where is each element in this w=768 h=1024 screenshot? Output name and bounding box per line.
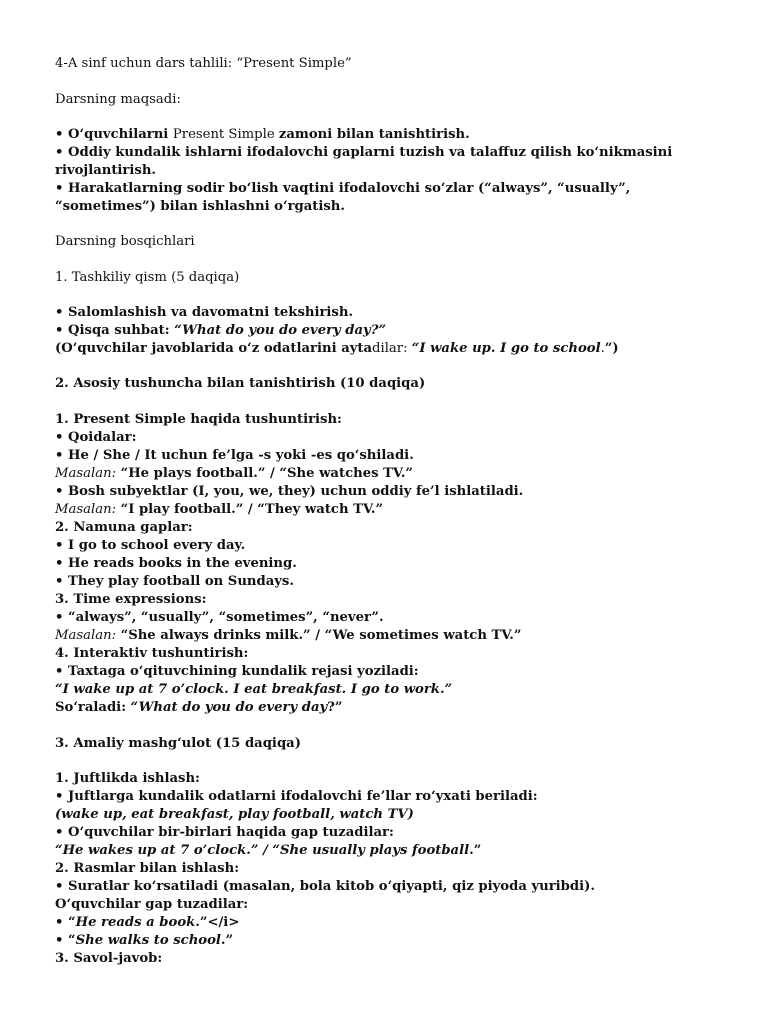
section-2-line: 1. Present Simple haqida tushuntirish: — [55, 412, 342, 427]
section-3-line: 1. Juftlikda ishlash: — [55, 771, 200, 786]
section-1-item-2: • Qisqa suhbat: “What do you do every day?” — [55, 323, 387, 338]
section-2-line: • Qoidalar: — [55, 430, 137, 445]
goal-item-2: • Oddiy kundalik ishlarni ifodalovchi gaplarni tuzish va talaffuz qilish ko‘nikmasini — [55, 145, 673, 160]
goal-item-1: • O‘quvchilarni Present Simple zamoni bilan tanishtirish. — [55, 127, 470, 142]
goal-item-2-cont: rivojlantirish. — [55, 163, 156, 178]
section-3-heading: 3. Amaliy mashg‘ulot (15 daqiqa) — [55, 736, 301, 751]
section-3-line: • “He reads a book.”</i> — [55, 915, 240, 930]
section-2-line: 2. Namuna gaplar: — [55, 520, 193, 535]
section-3-line: • Suratlar ko‘rsatiladi (masalan, bola kitob o‘qiyapti, qiz piyoda yuribdi). — [55, 879, 595, 894]
section-2-line: • Taxtaga o‘qituvchining kundalik rejasi yoziladi: — [55, 664, 419, 679]
section-3-line: (wake up, eat breakfast, play football, watch TV) — [55, 807, 414, 822]
section-3-line: 3. Savol-javob: — [55, 951, 163, 966]
section-3-line: • Juftlarga kundalik odatlarni ifodalovchi fe’llar ro‘yxati beriladi: — [55, 789, 538, 804]
section-2-line: • He reads books in the evening. — [55, 556, 297, 571]
document-title: 4-A sinf uchun dars tahlili: “Present Simple” — [55, 56, 352, 71]
section-2-line: • I go to school every day. — [55, 538, 246, 553]
section-2-line: Masalan: “She always drinks milk.” / “We sometimes watch TV.” — [55, 628, 522, 643]
section-2-line: Masalan: “He plays football.” / “She watches TV.” — [55, 466, 414, 481]
section-2-heading: 2. Asosiy tushuncha bilan tanishtirish (10 daqiqa) — [55, 376, 426, 391]
section-1-item-3: (O‘quvchilar javoblarida o‘z odatlarini aytadilar: “I wake up. I go to school.”) — [55, 341, 619, 356]
section-2-line: 3. Time expressions: — [55, 592, 207, 607]
section-2-line: “I wake up at 7 o’clock. I eat breakfast. I go to work.” — [55, 682, 453, 697]
goal-item-3: • Harakatlarning sodir bo‘lish vaqtini ifodalovchi so‘zlar (“always”, “usually”, — [55, 181, 631, 196]
section-2-line: • “always”, “usually”, “sometimes”, “never”. — [55, 610, 384, 625]
goal-heading: Darsning maqsadi: — [55, 92, 181, 107]
section-1-heading: 1. Tashkiliy qism (5 daqiqa) — [55, 270, 240, 285]
section-3-line: • “She walks to school.” — [55, 933, 234, 948]
stages-heading: Darsning bosqichlari — [55, 234, 195, 249]
section-3-line: • O‘quvchilar bir-birlari haqida gap tuzadilar: — [55, 825, 394, 840]
section-2-line: • Bosh subyektlar (I, you, we, they) uchun oddiy fe’l ishlatiladi. — [55, 484, 524, 499]
section-3-line: O‘quvchilar gap tuzadilar: — [55, 897, 249, 912]
section-1-item-1: • Salomlashish va davomatni tekshirish. — [55, 305, 354, 320]
section-2-line: Masalan: “I play football.” / “They watch TV.” — [55, 502, 384, 517]
section-3-line: “He wakes up at 7 o’clock.” / “She usually plays football.” — [55, 843, 482, 858]
section-2-line: So‘raladi: “What do you do every day?” — [55, 700, 343, 715]
section-3-line: 2. Rasmlar bilan ishlash: — [55, 861, 240, 876]
section-2-line: • He / She / It uchun fe’lga -s yoki -es qo‘shiladi. — [55, 448, 414, 463]
section-2-line: 4. Interaktiv tushuntirish: — [55, 646, 249, 661]
goal-item-3-cont: “sometimes”) bilan ishlashni o‘rgatish. — [55, 199, 345, 214]
section-2-line: • They play football on Sundays. — [55, 574, 294, 589]
